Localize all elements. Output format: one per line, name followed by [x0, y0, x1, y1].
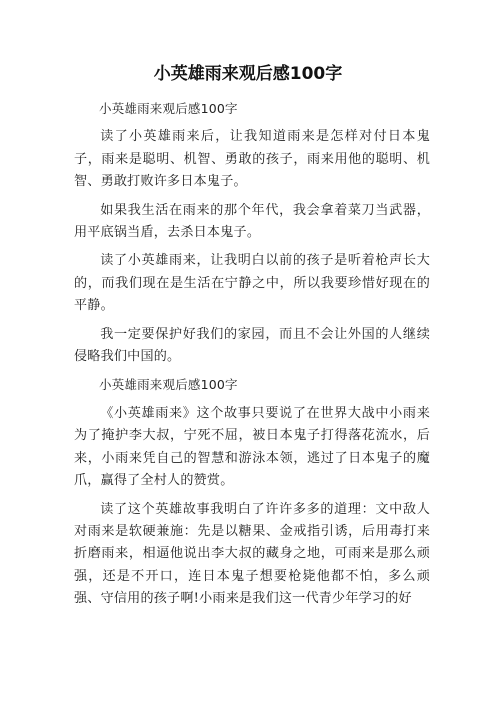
- document-title: 小英雄雨来观后感100字: [153, 64, 343, 84]
- body-paragraph: 如果我生活在雨来的那个年代，我会拿着菜刀当武器，用平底锅当盾，去杀日本鬼子。: [74, 202, 430, 241]
- section-subtitle: 小英雄雨来观后感100字: [99, 101, 238, 116]
- body-paragraph: 读了小英雄雨来，让我明白以前的孩子是听着枪声长大的，而我们现在是生活在宁静之中，所以我要珍惜好现在的平静。: [74, 253, 430, 314]
- body-paragraph: 读了这个英雄故事我明白了许许多多的道理：文中敌人对雨来是软硬兼施：先是以糖果、金戒指引诱，后用毒打来折磨雨来，相逼他说出李大叔的藏身之地，可雨来是那么顽强，还是不开口，连日本鬼子想要枪毙他都不怕，多么顽强、守信用的孩子啊!小雨来是我们这一代青少年学习的好: [74, 501, 430, 607]
- section-subtitle: 小英雄雨来观后感100字: [99, 377, 238, 393]
- body-paragraph: 《小英雄雨来》这个故事只要说了在世界大战中小雨来为了掩护李大叔，宁死不屈，被日本鬼子打得落花流水，后来，小雨来凭自己的智慧和游泳本领，逃过了日本鬼子的魔爪，赢得了全村人的赞赏。: [74, 405, 430, 489]
- document-body: [74, 98, 430, 617]
- body-paragraph: 读了小英雄雨来后，让我知道雨来是怎样对付日本鬼子，雨来是聪明、机智、勇敢的孩子，雨来用他的聪明、机智、勇敢打败许多日本鬼子。: [74, 129, 430, 190]
- body-paragraph: 我一定要保护好我们的家园，而且不会让外国的人继续侵略我们中国的。: [74, 326, 430, 365]
